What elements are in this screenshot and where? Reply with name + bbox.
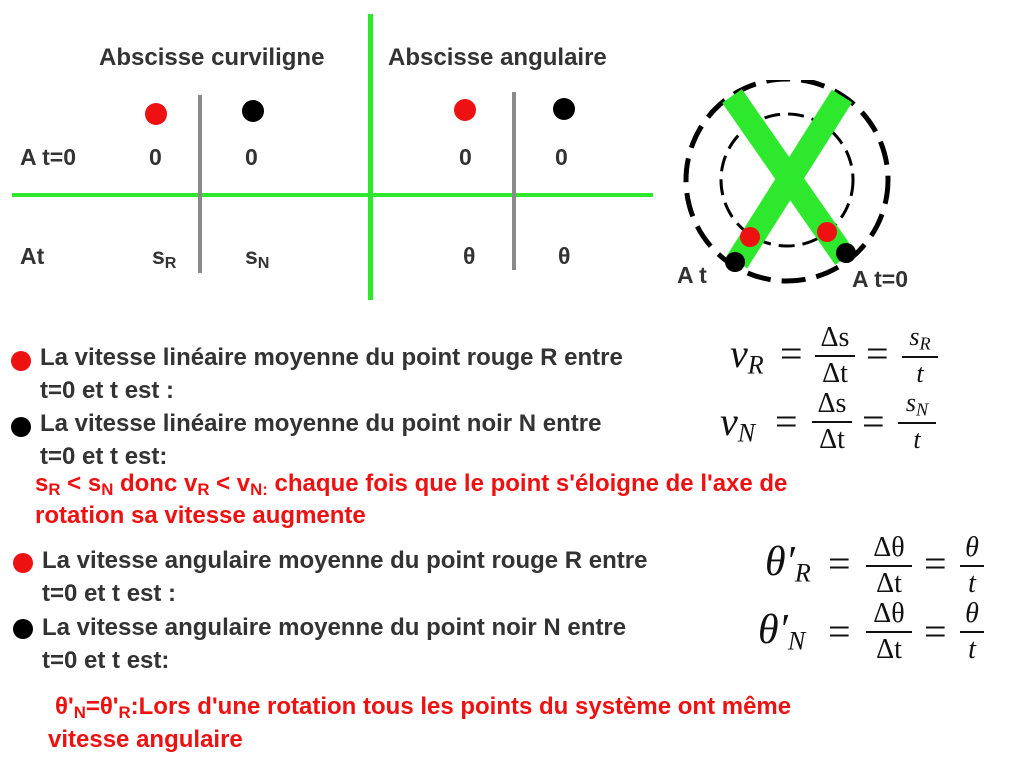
table-horizontal-line (12, 193, 653, 197)
linear-conclusion-line-1: $s_R < s_N$ donc $v_R < v_{N:}$ chaque fois que le point s'éloigne de l'axe de (35, 470, 788, 500)
table-divider-right (512, 92, 516, 270)
table-center-line (368, 14, 373, 300)
cell-thetaR-t: θ (463, 243, 476, 269)
formula-thetaN-frac1: Δθ Δt (866, 598, 912, 666)
formula-thetaR-frac1: Δθ Δt (866, 532, 912, 600)
angular-black-text-2: t=0 et t est: (42, 647, 170, 674)
row-label-t: At (20, 243, 45, 269)
red-point-R-at-t0 (817, 222, 837, 242)
black-point-N-at-t0 (836, 243, 856, 263)
angular-red-text-1: La vitesse angulaire moyenne du point rouge R entre (42, 547, 648, 574)
cell-sR-t0: 0 (149, 144, 162, 170)
red-point-R-at-t (740, 227, 760, 247)
formula-vN-frac1: Δs Δt (812, 388, 852, 456)
formula-thetaN-eq2: = (924, 609, 947, 654)
formula-thetaR-lhs: $\theta'_R$ (765, 539, 811, 588)
formula-vN-lhs: $v_N$ (720, 399, 756, 448)
angular-black-text-1: La vitesse angulaire moyenne du point noir N entre (42, 614, 627, 641)
bullet-black-linear (11, 417, 31, 437)
formula-vN-eq1: = (775, 399, 798, 444)
formula-thetaN-eq1: = (828, 609, 851, 654)
formula-thetaR-frac2: θ t (960, 532, 984, 600)
angular-red-text-2: t=0 et t est : (42, 580, 177, 607)
linear-conclusion-line-2: rotation sa vitesse augmente (35, 502, 366, 529)
formula-thetaN-lhs: $\theta'_N$ (758, 607, 806, 656)
table-divider-left (198, 95, 202, 273)
linear-red-text-1: La vitesse linéaire moyenne du point rouge R entre (40, 344, 623, 371)
cell-thetaR-t0: 0 (459, 144, 472, 170)
formula-vR-frac2: $s_R$ t (902, 322, 938, 389)
header-angular: Abscisse angulaire (388, 44, 607, 71)
bullet-red-linear (11, 351, 31, 371)
red-point-header-curvilinear (145, 103, 167, 125)
cell-thetaN-t: θ (558, 243, 571, 269)
cell-sR-t: $s_R$ (152, 243, 177, 273)
bullet-black-angular (13, 619, 33, 639)
formula-thetaR-eq2: = (924, 541, 947, 586)
formula-vR-eq1: = (780, 331, 803, 376)
row-label-t0: A t=0 (20, 144, 77, 170)
formula-thetaN-frac2: θ t (960, 598, 984, 666)
red-point-header-angular (454, 99, 476, 121)
black-point-N-at-t (725, 252, 745, 272)
formula-vR-eq2: = (866, 331, 889, 376)
diagram-label-at: A t (677, 262, 707, 288)
linear-red-text-2: t=0 et t est : (40, 377, 175, 404)
angular-conclusion-line-2: vitesse angulaire (48, 726, 243, 753)
formula-thetaR-eq1: = (828, 541, 851, 586)
cell-sN-t: $s_N$ (245, 243, 270, 273)
diagram-label-at0: A t=0 (852, 266, 909, 292)
formula-vR-frac1: Δs Δt (815, 322, 855, 390)
linear-black-text-1: La vitesse linéaire moyenne du point noir N entre (40, 410, 602, 437)
linear-black-text-2: t=0 et t est: (40, 443, 168, 470)
formula-vN-eq2: = (862, 399, 885, 444)
header-curvilinear: Abscisse curviligne (99, 44, 325, 71)
angular-conclusion-line-1: $\theta'_N=\theta'_R:Lors$ d'une rotation tous les points du système ont même (55, 693, 792, 723)
formula-vR-lhs: $v_R$ (730, 331, 764, 380)
cell-sN-t0: 0 (245, 144, 258, 170)
formula-vN-frac2: $s_N$ t (898, 388, 936, 455)
black-point-header-angular (553, 98, 575, 120)
bullet-red-angular (13, 553, 33, 573)
black-point-header-curvilinear (242, 100, 264, 122)
cell-thetaN-t0: 0 (555, 144, 568, 170)
